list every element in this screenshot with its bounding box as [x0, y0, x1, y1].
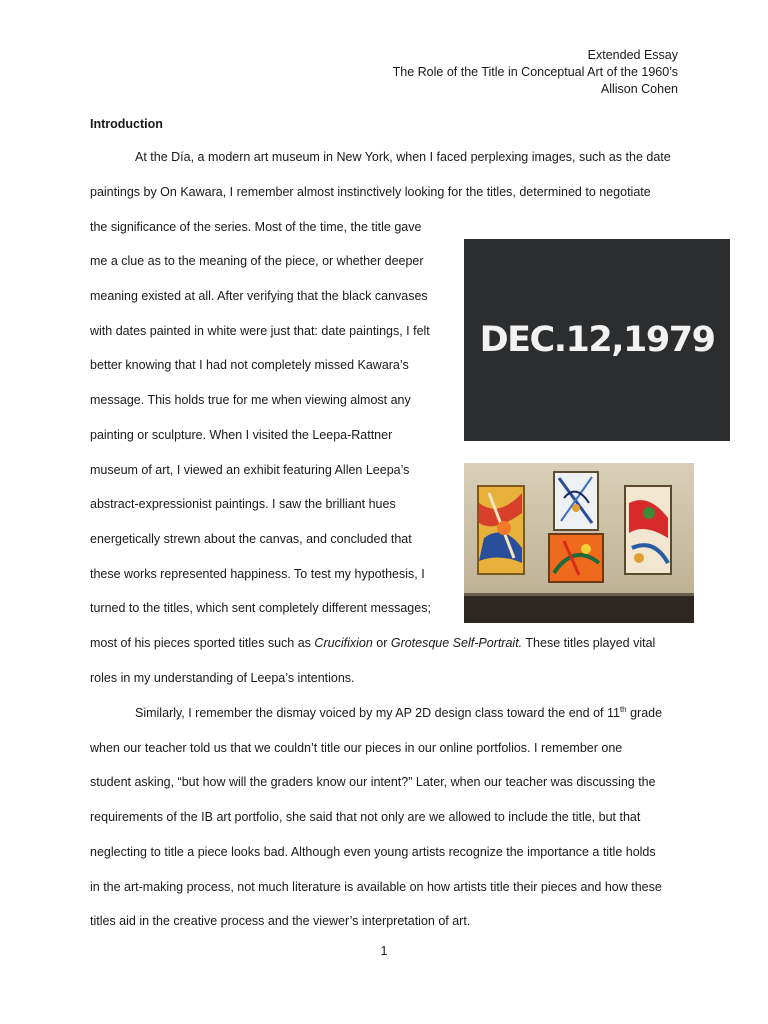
- text-line: the significance of the series. Most of the time, the title gave: [90, 220, 422, 234]
- section-heading: Introduction: [90, 117, 163, 131]
- text-run: These titles played vital: [522, 636, 656, 650]
- text-line: titles aid in the creative process and the viewer’s interpretation of art.: [90, 914, 471, 928]
- date-painting-image: [464, 239, 730, 441]
- text-line: painting or sculpture. When I visited the Leepa-Rattner: [90, 428, 393, 442]
- text-line: student asking, “but how will the graders know our intent?” Later, when our teacher was discussing the: [90, 775, 656, 789]
- text-line: requirements of the IB art portfolio, she said that not only are we allowed to include the title, but that: [90, 810, 641, 824]
- text-line: [90, 635, 655, 651]
- text-line: paintings by On Kawara, I remember almost instinctively looking for the titles, determined to negotiate: [90, 185, 651, 199]
- text-run: most of his pieces sported titles such as: [90, 636, 315, 650]
- text-run: Similarly, I remember the dismay voiced by my AP 2D design class toward the end of 11: [135, 706, 620, 720]
- text-line: meaning existed at all. After verifying that the black canvases: [90, 289, 428, 303]
- text-line: roles in my understanding of Leepa’s intentions.: [90, 671, 355, 685]
- header-essay-title: The Role of the Title in Conceptual Art of the 1960’s: [392, 65, 678, 79]
- painting-bottom-center: [548, 533, 604, 583]
- text-line: At the Día, a modern art museum in New York, when I faced perplexing images, such as the date: [135, 150, 671, 164]
- text-line: energetically strewn about the canvas, and concluded that: [90, 532, 412, 546]
- painting-left: [477, 485, 525, 575]
- gallery-exhibit-photo: [464, 463, 694, 623]
- text-line: [135, 705, 662, 721]
- text-line: better knowing that I had not completely missed Kawara’s: [90, 358, 409, 372]
- superscript: th: [619, 705, 627, 714]
- text-run: or: [372, 636, 391, 650]
- text-line: me a clue as to the meaning of the piece, or whether deeper: [90, 254, 424, 268]
- painting-top-center: [553, 471, 599, 531]
- text-line: museum of art, I viewed an exhibit featuring Allen Leepa’s: [90, 463, 410, 477]
- page-number: 1: [380, 944, 388, 958]
- text-line: when our teacher told us that we couldn’t title our pieces in our online portfolios. I remember one: [90, 741, 623, 755]
- header-essay-type: Extended Essay: [587, 48, 678, 62]
- text-line: turned to the titles, which sent completely different messages;: [90, 601, 431, 615]
- artwork-title-crucifixion: Crucifixion: [314, 636, 373, 650]
- date-painting-text: DEC.12,1979: [479, 320, 715, 360]
- text-line: message. This holds true for me when viewing almost any: [90, 393, 411, 407]
- gallery-baseboard: [464, 593, 694, 596]
- text-line: in the art-making process, not much literature is available on how artists title their pieces and how these: [90, 880, 662, 894]
- text-line: with dates painted in white were just that: date paintings, I felt: [90, 324, 430, 338]
- text-line: these works represented happiness. To test my hypothesis, I: [90, 567, 425, 581]
- text-line: abstract-expressionist paintings. I saw the brilliant hues: [90, 497, 396, 511]
- painting-right: [624, 485, 672, 575]
- gallery-photo-graphic: [464, 463, 694, 623]
- text-run: grade: [626, 706, 663, 720]
- header-author: Allison Cohen: [600, 82, 678, 96]
- text-line: neglecting to title a piece looks bad. Although even young artists recognize the importance a title holds: [90, 845, 656, 859]
- gallery-floor: [464, 595, 694, 623]
- artwork-title-grotesque-self-portrait: Grotesque Self-Portrait.: [390, 636, 523, 650]
